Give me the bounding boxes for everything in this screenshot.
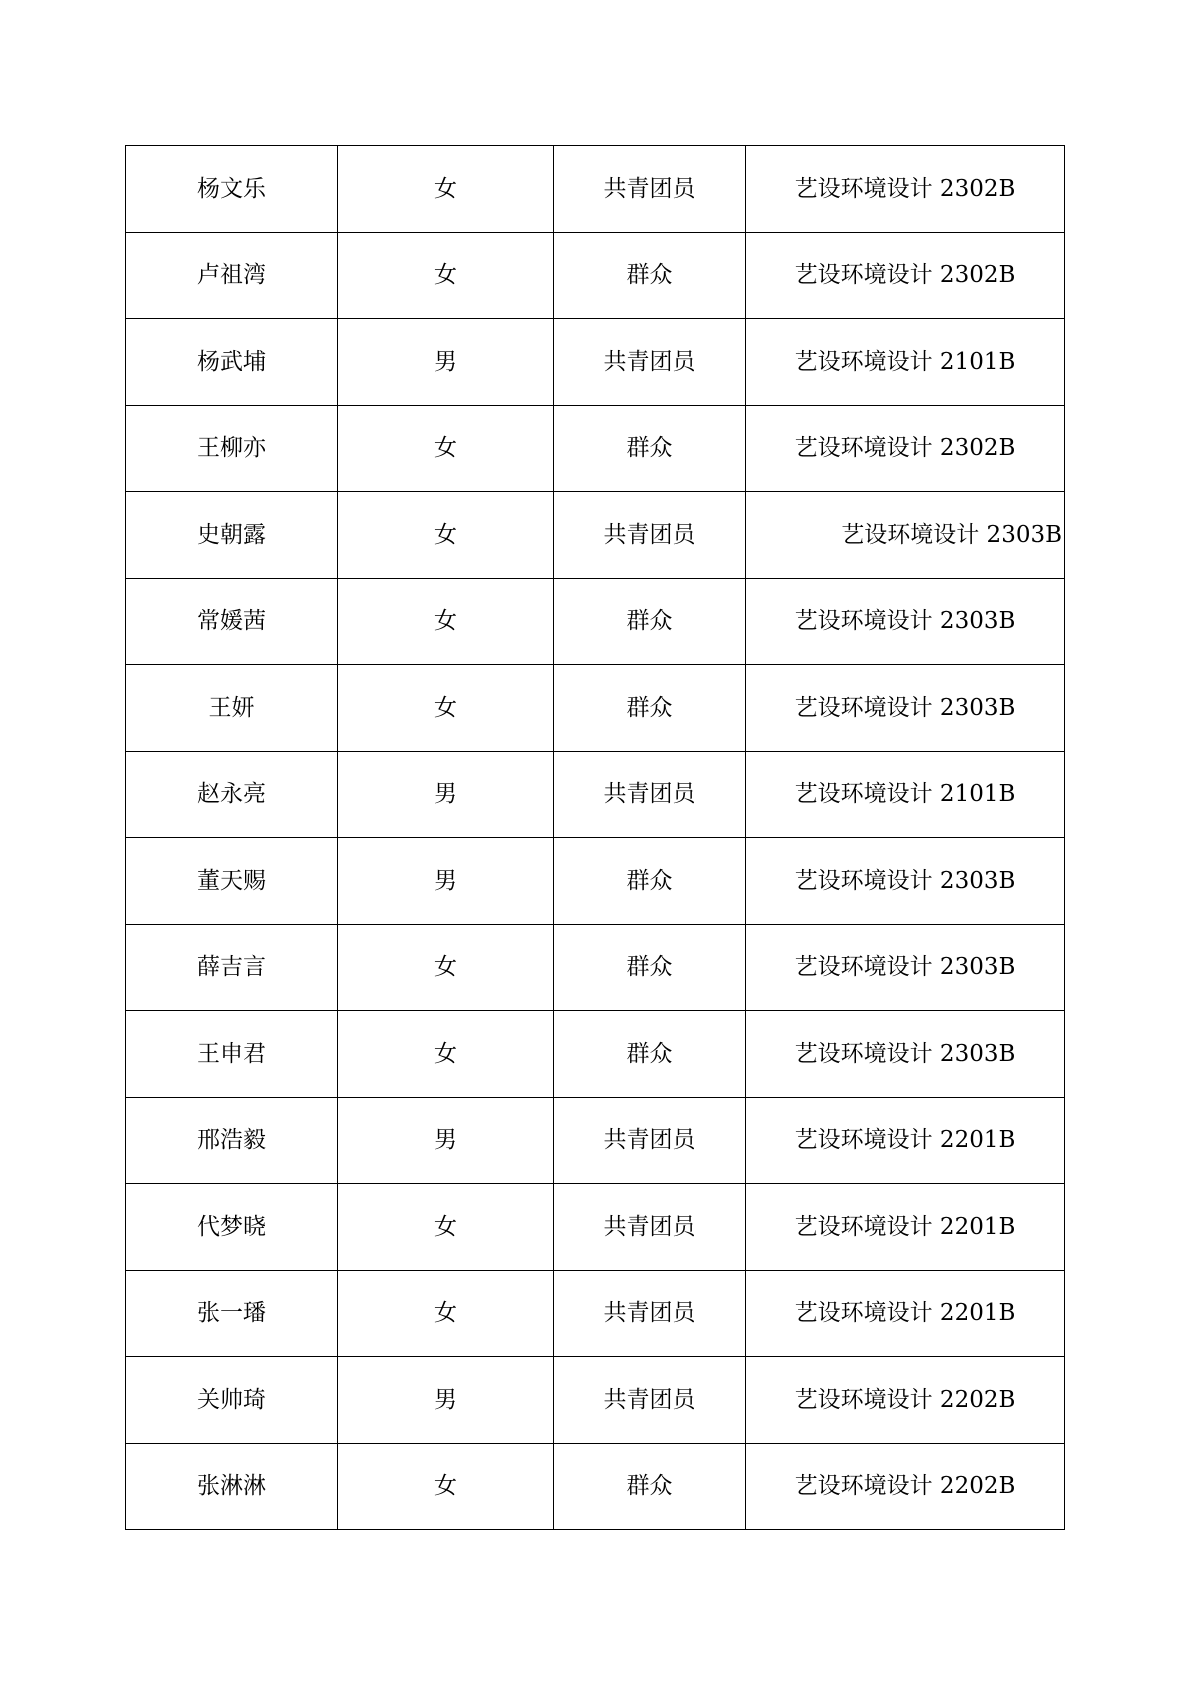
table-row xyxy=(126,1443,1065,1530)
table-row xyxy=(126,578,1065,665)
name-cell: 卢祖湾 xyxy=(126,232,338,319)
class-cell: 艺设环境设计 2302B xyxy=(746,405,1065,492)
gender-cell: 女 xyxy=(338,405,554,492)
class-cell: 艺设环境设计 2202B xyxy=(746,1357,1065,1444)
name-cell: 张一璠 xyxy=(126,1270,338,1357)
political-status-cell: 共青团员 xyxy=(554,1184,746,1271)
name-cell: 杨武埔 xyxy=(126,319,338,406)
gender-cell: 男 xyxy=(338,838,554,925)
class-cell: 艺设环境设计 2303B xyxy=(746,1011,1065,1098)
political-status-cell: 群众 xyxy=(554,924,746,1011)
gender-cell: 男 xyxy=(338,1097,554,1184)
political-status-cell: 共青团员 xyxy=(554,146,746,233)
class-cell: 艺设环境设计 2201B xyxy=(746,1097,1065,1184)
name-cell: 张淋淋 xyxy=(126,1443,338,1530)
table-row xyxy=(126,924,1065,1011)
name-cell: 代梦晓 xyxy=(126,1184,338,1271)
gender-cell: 女 xyxy=(338,492,554,579)
gender-cell: 女 xyxy=(338,924,554,1011)
class-cell: 艺设环境设计 2101B xyxy=(746,319,1065,406)
political-status-cell: 共青团员 xyxy=(554,1097,746,1184)
political-status-cell: 群众 xyxy=(554,1443,746,1530)
political-status-cell: 群众 xyxy=(554,232,746,319)
political-status-cell: 群众 xyxy=(554,1011,746,1098)
name-cell: 王妍 xyxy=(126,665,338,752)
class-cell: 艺设环境设计 2201B xyxy=(746,1184,1065,1271)
table-row xyxy=(126,1184,1065,1271)
name-cell: 王柳亦 xyxy=(126,405,338,492)
class-cell: 艺设环境设计 2303B xyxy=(746,492,1065,579)
class-cell: 艺设环境设计 2302B xyxy=(746,146,1065,233)
gender-cell: 女 xyxy=(338,1443,554,1530)
political-status-cell: 共青团员 xyxy=(554,319,746,406)
gender-cell: 女 xyxy=(338,1184,554,1271)
gender-cell: 女 xyxy=(338,578,554,665)
table-row xyxy=(126,319,1065,406)
gender-cell: 女 xyxy=(338,1011,554,1098)
political-status-cell: 群众 xyxy=(554,578,746,665)
student-roster-table xyxy=(125,145,1065,1530)
table-row xyxy=(126,1011,1065,1098)
name-cell: 史朝露 xyxy=(126,492,338,579)
political-status-cell: 共青团员 xyxy=(554,492,746,579)
table-row xyxy=(126,1270,1065,1357)
name-cell: 赵永亮 xyxy=(126,751,338,838)
table-row xyxy=(126,146,1065,233)
name-cell: 薛吉言 xyxy=(126,924,338,1011)
table-row xyxy=(126,232,1065,319)
gender-cell: 男 xyxy=(338,319,554,406)
class-cell: 艺设环境设计 2101B xyxy=(746,751,1065,838)
name-cell: 常媛茜 xyxy=(126,578,338,665)
political-status-cell: 共青团员 xyxy=(554,1357,746,1444)
class-cell: 艺设环境设计 2303B xyxy=(746,578,1065,665)
class-cell: 艺设环境设计 2303B xyxy=(746,665,1065,752)
political-status-cell: 共青团员 xyxy=(554,751,746,838)
gender-cell: 女 xyxy=(338,232,554,319)
class-cell: 艺设环境设计 2303B xyxy=(746,838,1065,925)
class-cell: 艺设环境设计 2201B xyxy=(746,1270,1065,1357)
name-cell: 邢浩毅 xyxy=(126,1097,338,1184)
name-cell: 董天赐 xyxy=(126,838,338,925)
class-cell: 艺设环境设计 2303B xyxy=(746,924,1065,1011)
gender-cell: 女 xyxy=(338,665,554,752)
political-status-cell: 群众 xyxy=(554,838,746,925)
table-row xyxy=(126,492,1065,579)
political-status-cell: 共青团员 xyxy=(554,1270,746,1357)
table-row xyxy=(126,665,1065,752)
name-cell: 王申君 xyxy=(126,1011,338,1098)
name-cell: 杨文乐 xyxy=(126,146,338,233)
table-row xyxy=(126,838,1065,925)
gender-cell: 男 xyxy=(338,1357,554,1444)
gender-cell: 女 xyxy=(338,1270,554,1357)
table-row xyxy=(126,1357,1065,1444)
class-cell: 艺设环境设计 2202B xyxy=(746,1443,1065,1530)
political-status-cell: 群众 xyxy=(554,665,746,752)
table-row xyxy=(126,1097,1065,1184)
name-cell: 关帅琦 xyxy=(126,1357,338,1444)
gender-cell: 男 xyxy=(338,751,554,838)
political-status-cell: 群众 xyxy=(554,405,746,492)
table-row xyxy=(126,751,1065,838)
gender-cell: 女 xyxy=(338,146,554,233)
class-cell: 艺设环境设计 2302B xyxy=(746,232,1065,319)
table-row xyxy=(126,405,1065,492)
